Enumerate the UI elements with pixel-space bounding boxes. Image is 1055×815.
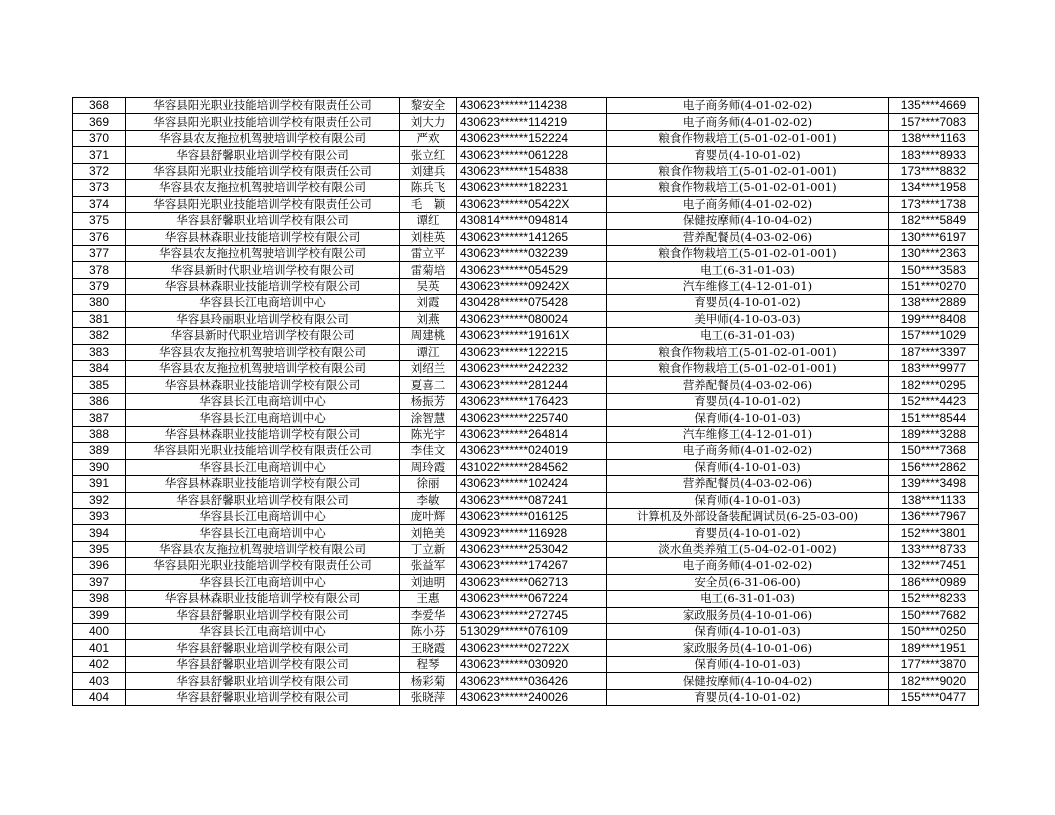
id-number-cell: 430623******016125 [457, 508, 607, 524]
organization-cell: 华容县舒馨职业培训学校有限公司 [126, 147, 400, 163]
person-name-cell: 毛 颖 [400, 196, 457, 212]
person-name-cell: 谭红 [400, 213, 457, 229]
table-row [73, 393, 979, 409]
organization-cell: 华容县林森职业技能培训学校有限公司 [126, 229, 400, 245]
occupation-cell: 淡水鱼类养殖工(5-04-02-01-002) [607, 541, 889, 557]
table-row [73, 344, 979, 360]
occupation-cell: 保育师(4-10-01-03) [607, 624, 889, 640]
organization-cell: 华容县新时代职业培训学校有限公司 [126, 262, 400, 278]
id-number-cell: 430623******242232 [457, 361, 607, 377]
id-number-cell: 430623******174267 [457, 558, 607, 574]
table-row [73, 196, 979, 212]
occupation-cell: 营养配餐员(4-03-02-06) [607, 377, 889, 393]
occupation-cell: 营养配餐员(4-03-02-06) [607, 476, 889, 492]
id-number-cell: 430623******114219 [457, 114, 607, 130]
phone-number-cell: 152****8233 [889, 591, 979, 607]
id-number-cell: 430623******102424 [457, 476, 607, 492]
phone-number-cell: 150****3583 [889, 262, 979, 278]
id-number-cell: 431022******284562 [457, 459, 607, 475]
row-number-cell: 372 [73, 163, 126, 179]
row-number-cell: 401 [73, 640, 126, 656]
id-number-cell: 430623******141265 [457, 229, 607, 245]
organization-cell: 华容县舒馨职业培训学校有限公司 [126, 640, 400, 656]
table-row [73, 180, 979, 196]
row-number-cell: 368 [73, 98, 126, 114]
occupation-cell: 电子商务师(4-01-02-02) [607, 114, 889, 130]
organization-cell: 华容县阳光职业技能培训学校有限责任公司 [126, 114, 400, 130]
occupation-cell: 电子商务师(4-01-02-02) [607, 558, 889, 574]
occupation-cell: 保育师(4-10-01-03) [607, 492, 889, 508]
table-row [73, 426, 979, 442]
organization-cell: 华容县农友拖拉机驾驶培训学校有限公司 [126, 245, 400, 261]
table-row [73, 541, 979, 557]
organization-cell: 华容县阳光职业技能培训学校有限责任公司 [126, 443, 400, 459]
table-row [73, 361, 979, 377]
occupation-cell: 粮食作物栽培工(5-01-02-01-001) [607, 130, 889, 146]
person-name-cell: 雷菊培 [400, 262, 457, 278]
phone-number-cell: 157****7083 [889, 114, 979, 130]
phone-number-cell: 135****4669 [889, 98, 979, 114]
row-number-cell: 384 [73, 361, 126, 377]
phone-number-cell: 138****1163 [889, 130, 979, 146]
phone-number-cell: 130****6197 [889, 229, 979, 245]
row-number-cell: 383 [73, 344, 126, 360]
row-number-cell: 391 [73, 476, 126, 492]
person-name-cell: 谭江 [400, 344, 457, 360]
table-row [73, 278, 979, 294]
occupation-cell: 粮食作物栽培工(5-01-02-01-001) [607, 163, 889, 179]
row-number-cell: 371 [73, 147, 126, 163]
id-number-cell: 430623******176423 [457, 393, 607, 409]
row-number-cell: 380 [73, 295, 126, 311]
person-name-cell: 李爱华 [400, 607, 457, 623]
id-number-cell: 430623******122215 [457, 344, 607, 360]
organization-cell: 华容县舒馨职业培训学校有限公司 [126, 607, 400, 623]
id-number-cell: 430623******19161X [457, 328, 607, 344]
table-row [73, 508, 979, 524]
phone-number-cell: 187****3397 [889, 344, 979, 360]
phone-number-cell: 182****5849 [889, 213, 979, 229]
organization-cell: 华容县林森职业技能培训学校有限公司 [126, 426, 400, 442]
organization-cell: 华容县舒馨职业培训学校有限公司 [126, 213, 400, 229]
phone-number-cell: 138****1133 [889, 492, 979, 508]
phone-number-cell: 150****7682 [889, 607, 979, 623]
row-number-cell: 390 [73, 459, 126, 475]
person-name-cell: 张立红 [400, 147, 457, 163]
occupation-cell: 电子商务师(4-01-02-02) [607, 196, 889, 212]
phone-number-cell: 130****2363 [889, 245, 979, 261]
table-row [73, 114, 979, 130]
phone-number-cell: 136****7967 [889, 508, 979, 524]
person-name-cell: 张晓萍 [400, 689, 457, 705]
occupation-cell: 保育师(4-10-01-03) [607, 656, 889, 672]
id-number-cell: 430814******094814 [457, 213, 607, 229]
occupation-cell: 电工(6-31-01-03) [607, 328, 889, 344]
person-name-cell: 周玲霞 [400, 459, 457, 475]
row-number-cell: 403 [73, 673, 126, 689]
table-row [73, 262, 979, 278]
organization-cell: 华容县舒馨职业培训学校有限公司 [126, 673, 400, 689]
id-number-cell: 430623******272745 [457, 607, 607, 623]
occupation-cell: 保育师(4-10-01-03) [607, 410, 889, 426]
phone-number-cell: 152****4423 [889, 393, 979, 409]
organization-cell: 华容县林森职业技能培训学校有限公司 [126, 278, 400, 294]
occupation-cell: 汽车维修工(4-12-01-01) [607, 426, 889, 442]
phone-number-cell: 173****1738 [889, 196, 979, 212]
row-number-cell: 385 [73, 377, 126, 393]
occupation-cell: 粮食作物栽培工(5-01-02-01-001) [607, 245, 889, 261]
row-number-cell: 388 [73, 426, 126, 442]
phone-number-cell: 152****3801 [889, 525, 979, 541]
occupation-cell: 计算机及外部设备装配调试员(6-25-03-00) [607, 508, 889, 524]
id-number-cell: 430623******253042 [457, 541, 607, 557]
organization-cell: 华容县长江电商培训中心 [126, 295, 400, 311]
person-name-cell: 刘大力 [400, 114, 457, 130]
occupation-cell: 家政服务员(4-10-01-06) [607, 640, 889, 656]
table-row [73, 311, 979, 327]
organization-cell: 华容县阳光职业技能培训学校有限责任公司 [126, 196, 400, 212]
row-number-cell: 378 [73, 262, 126, 278]
table-row [73, 443, 979, 459]
person-name-cell: 程琴 [400, 656, 457, 672]
phone-number-cell: 156****2862 [889, 459, 979, 475]
occupation-cell: 美甲师(4-10-03-03) [607, 311, 889, 327]
person-name-cell: 周建桃 [400, 328, 457, 344]
phone-number-cell: 199****8408 [889, 311, 979, 327]
organization-cell: 华容县长江电商培训中心 [126, 574, 400, 590]
organization-cell: 华容县农友拖拉机驾驶培训学校有限公司 [126, 541, 400, 557]
table-row [73, 130, 979, 146]
row-number-cell: 398 [73, 591, 126, 607]
occupation-cell: 育婴员(4-10-01-02) [607, 147, 889, 163]
phone-number-cell: 134****1958 [889, 180, 979, 196]
id-number-cell: 513029******076109 [457, 624, 607, 640]
organization-cell: 华容县长江电商培训中心 [126, 624, 400, 640]
id-number-cell: 430623******281244 [457, 377, 607, 393]
person-name-cell: 涂智慧 [400, 410, 457, 426]
occupation-cell: 粮食作物栽培工(5-01-02-01-001) [607, 361, 889, 377]
organization-cell: 华容县林森职业技能培训学校有限公司 [126, 591, 400, 607]
row-number-cell: 379 [73, 278, 126, 294]
occupation-cell: 保育师(4-10-01-03) [607, 459, 889, 475]
occupation-cell: 汽车维修工(4-12-01-01) [607, 278, 889, 294]
table-row [73, 245, 979, 261]
row-number-cell: 393 [73, 508, 126, 524]
row-number-cell: 374 [73, 196, 126, 212]
table-row [73, 328, 979, 344]
person-name-cell: 陈光宇 [400, 426, 457, 442]
organization-cell: 华容县长江电商培训中心 [126, 508, 400, 524]
table-row [73, 525, 979, 541]
table-row [73, 476, 979, 492]
organization-cell: 华容县阳光职业技能培训学校有限责任公司 [126, 98, 400, 114]
phone-number-cell: 132****7451 [889, 558, 979, 574]
organization-cell: 华容县阳光职业技能培训学校有限责任公司 [126, 163, 400, 179]
row-number-cell: 394 [73, 525, 126, 541]
row-number-cell: 376 [73, 229, 126, 245]
person-name-cell: 黎安全 [400, 98, 457, 114]
person-name-cell: 夏喜二 [400, 377, 457, 393]
phone-number-cell: 155****0477 [889, 689, 979, 705]
row-number-cell: 387 [73, 410, 126, 426]
person-name-cell: 张益军 [400, 558, 457, 574]
id-number-cell: 430623******05422X [457, 196, 607, 212]
row-number-cell: 386 [73, 393, 126, 409]
id-number-cell: 430623******030920 [457, 656, 607, 672]
table-row [73, 147, 979, 163]
roster-table-body [73, 98, 979, 706]
table-row [73, 574, 979, 590]
row-number-cell: 404 [73, 689, 126, 705]
row-number-cell: 369 [73, 114, 126, 130]
organization-cell: 华容县农友拖拉机驾驶培训学校有限公司 [126, 180, 400, 196]
id-number-cell: 430623******114238 [457, 98, 607, 114]
table-row [73, 229, 979, 245]
id-number-cell: 430623******240026 [457, 689, 607, 705]
row-number-cell: 381 [73, 311, 126, 327]
id-number-cell: 430623******061228 [457, 147, 607, 163]
phone-number-cell: 189****3288 [889, 426, 979, 442]
person-name-cell: 刘绍兰 [400, 361, 457, 377]
occupation-cell: 粮食作物栽培工(5-01-02-01-001) [607, 344, 889, 360]
occupation-cell: 电工(6-31-01-03) [607, 591, 889, 607]
phone-number-cell: 133****8733 [889, 541, 979, 557]
id-number-cell: 430623******154838 [457, 163, 607, 179]
phone-number-cell: 150****7368 [889, 443, 979, 459]
row-number-cell: 402 [73, 656, 126, 672]
row-number-cell: 389 [73, 443, 126, 459]
id-number-cell: 430623******024019 [457, 443, 607, 459]
organization-cell: 华容县阳光职业技能培训学校有限责任公司 [126, 558, 400, 574]
table-row [73, 640, 979, 656]
organization-cell: 华容县林森职业技能培训学校有限公司 [126, 377, 400, 393]
person-name-cell: 刘桂英 [400, 229, 457, 245]
row-number-cell: 382 [73, 328, 126, 344]
row-number-cell: 400 [73, 624, 126, 640]
id-number-cell: 430623******152224 [457, 130, 607, 146]
table-row [73, 558, 979, 574]
person-name-cell: 吴英 [400, 278, 457, 294]
id-number-cell: 430623******032239 [457, 245, 607, 261]
row-number-cell: 397 [73, 574, 126, 590]
occupation-cell: 育婴员(4-10-01-02) [607, 295, 889, 311]
occupation-cell: 育婴员(4-10-01-02) [607, 689, 889, 705]
table-row [73, 295, 979, 311]
organization-cell: 华容县新时代职业培训学校有限公司 [126, 328, 400, 344]
organization-cell: 华容县舒馨职业培训学校有限公司 [126, 689, 400, 705]
occupation-cell: 粮食作物栽培工(5-01-02-01-001) [607, 180, 889, 196]
phone-number-cell: 177****3870 [889, 656, 979, 672]
organization-cell: 华容县农友拖拉机驾驶培训学校有限公司 [126, 361, 400, 377]
person-name-cell: 陈兵飞 [400, 180, 457, 196]
occupation-cell: 保健按摩师(4-10-04-02) [607, 673, 889, 689]
table-row [73, 98, 979, 114]
person-name-cell: 庞叶辉 [400, 508, 457, 524]
person-name-cell: 李佳文 [400, 443, 457, 459]
id-number-cell: 430623******062713 [457, 574, 607, 590]
phone-number-cell: 151****0270 [889, 278, 979, 294]
occupation-cell: 保健按摩师(4-10-04-02) [607, 213, 889, 229]
organization-cell: 华容县长江电商培训中心 [126, 393, 400, 409]
person-name-cell: 王惠 [400, 591, 457, 607]
id-number-cell: 430923******116928 [457, 525, 607, 541]
occupation-cell: 育婴员(4-10-01-02) [607, 525, 889, 541]
person-name-cell: 严欢 [400, 130, 457, 146]
id-number-cell: 430623******054529 [457, 262, 607, 278]
row-number-cell: 377 [73, 245, 126, 261]
id-number-cell: 430623******182231 [457, 180, 607, 196]
table-row [73, 492, 979, 508]
phone-number-cell: 182****0295 [889, 377, 979, 393]
row-number-cell: 395 [73, 541, 126, 557]
person-name-cell: 刘霞 [400, 295, 457, 311]
phone-number-cell: 139****3498 [889, 476, 979, 492]
organization-cell: 华容县农友拖拉机驾驶培训学校有限公司 [126, 130, 400, 146]
table-row [73, 163, 979, 179]
organization-cell: 华容县长江电商培训中心 [126, 525, 400, 541]
occupation-cell: 育婴员(4-10-01-02) [607, 393, 889, 409]
occupation-cell: 营养配餐员(4-03-02-06) [607, 229, 889, 245]
person-name-cell: 王晓霞 [400, 640, 457, 656]
table-row [73, 689, 979, 705]
table-row [73, 591, 979, 607]
person-name-cell: 雷立平 [400, 245, 457, 261]
id-number-cell: 430428******075428 [457, 295, 607, 311]
phone-number-cell: 189****1951 [889, 640, 979, 656]
phone-number-cell: 186****0989 [889, 574, 979, 590]
occupation-cell: 电工(6-31-01-03) [607, 262, 889, 278]
row-number-cell: 370 [73, 130, 126, 146]
person-name-cell: 杨彩菊 [400, 673, 457, 689]
organization-cell: 华容县长江电商培训中心 [126, 410, 400, 426]
phone-number-cell: 183****9977 [889, 361, 979, 377]
person-name-cell: 刘艳美 [400, 525, 457, 541]
id-number-cell: 430623******036426 [457, 673, 607, 689]
table-row [73, 410, 979, 426]
phone-number-cell: 183****8933 [889, 147, 979, 163]
organization-cell: 华容县农友拖拉机驾驶培训学校有限公司 [126, 344, 400, 360]
occupation-cell: 电子商务师(4-01-02-02) [607, 98, 889, 114]
table-row [73, 624, 979, 640]
phone-number-cell: 151****8544 [889, 410, 979, 426]
roster-table [72, 97, 979, 706]
phone-number-cell: 138****2889 [889, 295, 979, 311]
organization-cell: 华容县玲丽职业培训学校有限公司 [126, 311, 400, 327]
row-number-cell: 375 [73, 213, 126, 229]
document-page [72, 97, 979, 706]
phone-number-cell: 173****8832 [889, 163, 979, 179]
person-name-cell: 刘燕 [400, 311, 457, 327]
table-row [73, 459, 979, 475]
person-name-cell: 刘迪明 [400, 574, 457, 590]
table-row [73, 656, 979, 672]
person-name-cell: 刘建兵 [400, 163, 457, 179]
organization-cell: 华容县林森职业技能培训学校有限公司 [126, 476, 400, 492]
id-number-cell: 430623******02722X [457, 640, 607, 656]
person-name-cell: 李敏 [400, 492, 457, 508]
id-number-cell: 430623******09242X [457, 278, 607, 294]
id-number-cell: 430623******225740 [457, 410, 607, 426]
phone-number-cell: 150****0250 [889, 624, 979, 640]
occupation-cell: 家政服务员(4-10-01-06) [607, 607, 889, 623]
id-number-cell: 430623******067224 [457, 591, 607, 607]
phone-number-cell: 182****9020 [889, 673, 979, 689]
row-number-cell: 399 [73, 607, 126, 623]
occupation-cell: 安全员(6-31-06-00) [607, 574, 889, 590]
table-row [73, 607, 979, 623]
person-name-cell: 陈小芬 [400, 624, 457, 640]
organization-cell: 华容县舒馨职业培训学校有限公司 [126, 492, 400, 508]
person-name-cell: 杨振芳 [400, 393, 457, 409]
table-row [73, 213, 979, 229]
row-number-cell: 396 [73, 558, 126, 574]
phone-number-cell: 157****1029 [889, 328, 979, 344]
organization-cell: 华容县舒馨职业培训学校有限公司 [126, 656, 400, 672]
person-name-cell: 丁立新 [400, 541, 457, 557]
id-number-cell: 430623******087241 [457, 492, 607, 508]
id-number-cell: 430623******080024 [457, 311, 607, 327]
occupation-cell: 电子商务师(4-01-02-02) [607, 443, 889, 459]
row-number-cell: 392 [73, 492, 126, 508]
table-row [73, 673, 979, 689]
table-row [73, 377, 979, 393]
id-number-cell: 430623******264814 [457, 426, 607, 442]
organization-cell: 华容县长江电商培训中心 [126, 459, 400, 475]
row-number-cell: 373 [73, 180, 126, 196]
person-name-cell: 徐丽 [400, 476, 457, 492]
